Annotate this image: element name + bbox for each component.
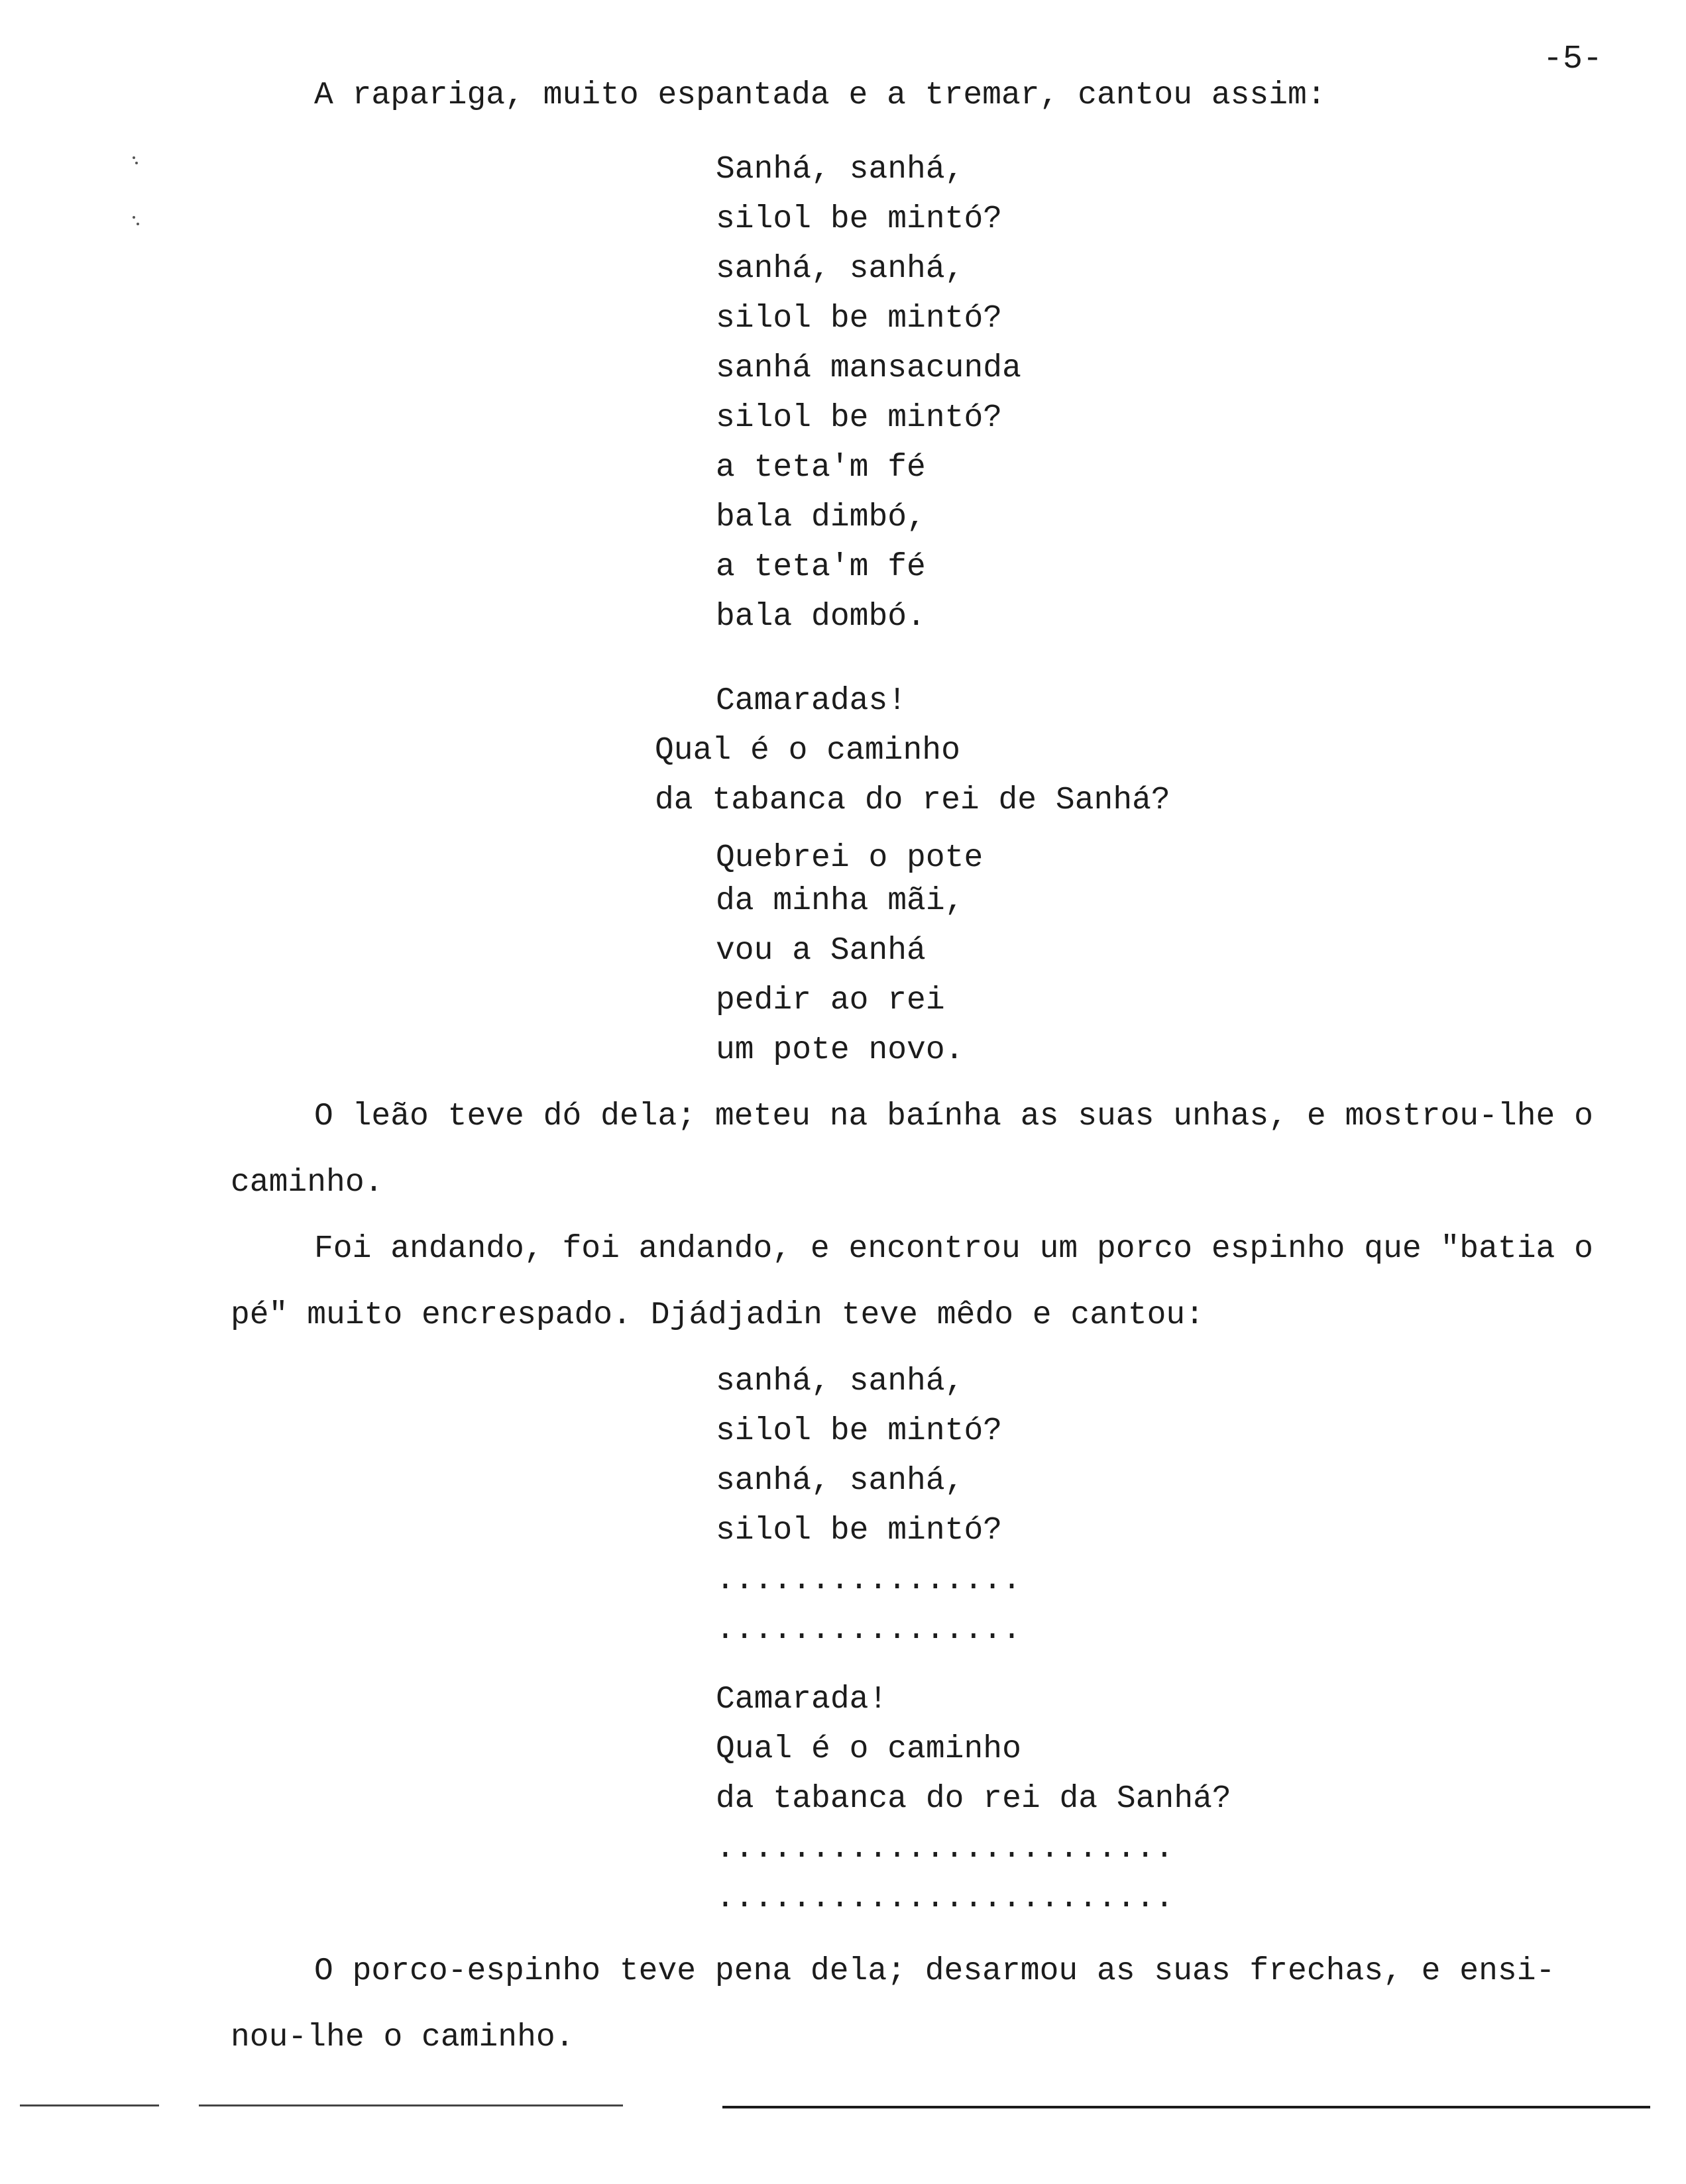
margin-speck: [133, 156, 135, 159]
verse-line: a teta'm fé: [716, 549, 926, 585]
prose-line: O porco-espinho teve pena dela; desarmou as suas frechas, e ensi-: [314, 1953, 1555, 1989]
bottom-rule-right: [722, 2106, 1650, 2108]
verse-line: sanhá, sanhá,: [716, 251, 964, 287]
verse-line: da tabanca do rei de Sanhá?: [655, 783, 1170, 818]
margin-speck: [135, 162, 138, 164]
verse-line: Qual é o caminho: [716, 1731, 1021, 1767]
prose-line: Foi andando, foi andando, e encontrou um porco espinho que "batia o: [314, 1231, 1593, 1267]
verse-line: um pote novo.: [716, 1032, 964, 1068]
ellipsis-line: ........................: [716, 1881, 1174, 1916]
verse-line: silol be mintó?: [716, 400, 1003, 436]
verse-line: pedir ao rei: [716, 983, 945, 1018]
verse-line: silol be mintó?: [716, 201, 1003, 237]
prose-line: pé" muito encrespado. Djádjadin teve mêdo e cantou:: [231, 1297, 1205, 1333]
verse-line: bala dimbó,: [716, 500, 926, 535]
verse-line: Camarada!: [716, 1682, 888, 1718]
prose-line: nou-lhe o caminho.: [231, 2020, 575, 2055]
verse-line: Camaradas!: [716, 683, 907, 719]
margin-speck: [133, 216, 135, 219]
verse-line: sanhá, sanhá,: [716, 1364, 964, 1399]
margin-speck: [137, 223, 139, 225]
verse-line: vou a Sanhá: [716, 933, 926, 969]
verse-line: Quebrei o pote: [716, 840, 984, 876]
ellipsis-line: ................: [716, 1562, 1021, 1598]
ellipsis-line: ........................: [716, 1831, 1174, 1867]
bottom-rule-stub: [20, 2104, 159, 2106]
ellipsis-line: ................: [716, 1612, 1021, 1648]
verse-line: Sanhá, sanhá,: [716, 152, 964, 188]
verse-line: silol be mintó?: [716, 301, 1003, 337]
page-number: -5-: [1543, 40, 1603, 78]
verse-line: bala dombó.: [716, 599, 926, 635]
bottom-rule-left: [199, 2104, 623, 2106]
verse-line: Qual é o caminho: [655, 733, 960, 769]
verse-line: silol be mintó?: [716, 1513, 1003, 1549]
verse-line: sanhá, sanhá,: [716, 1463, 964, 1499]
intro-line: A rapariga, muito espantada e a tremar, cantou assim:: [314, 78, 1326, 113]
verse-line: silol be mintó?: [716, 1413, 1003, 1449]
verse-line: a teta'm fé: [716, 450, 926, 486]
verse-line: da tabanca do rei da Sanhá?: [716, 1781, 1231, 1817]
verse-line: da minha mãi,: [716, 883, 964, 919]
verse-line: sanhá mansacunda: [716, 351, 1021, 386]
prose-line: O leão teve dó dela; meteu na baínha as suas unhas, e mostrou-lhe o: [314, 1099, 1593, 1134]
prose-line: caminho.: [231, 1165, 384, 1201]
